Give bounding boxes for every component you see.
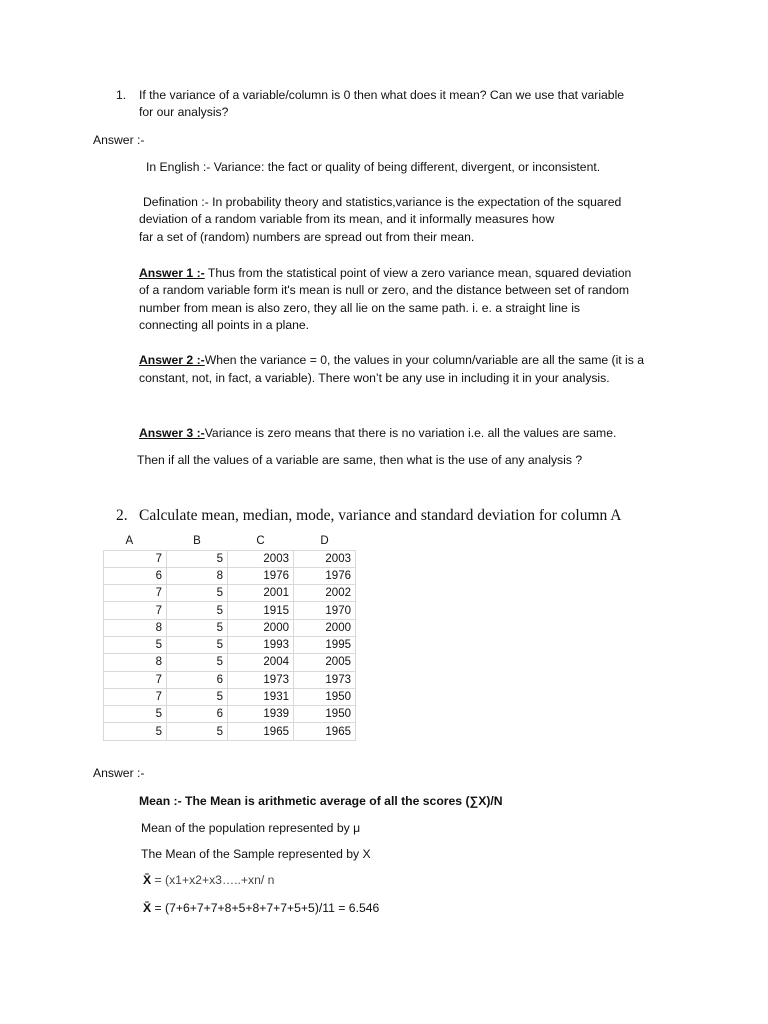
cell-c: 1976 bbox=[228, 567, 294, 584]
table-row bbox=[104, 671, 356, 688]
answer-label: Answer :- bbox=[93, 133, 145, 147]
cell-d: 1995 bbox=[294, 636, 356, 653]
cell-d: 2003 bbox=[294, 550, 356, 567]
cell-b: 5 bbox=[167, 602, 228, 619]
answer-3-line-1 bbox=[139, 425, 616, 443]
answer-label-2: Answer :- bbox=[93, 766, 145, 780]
cell-d: 1950 bbox=[294, 706, 356, 723]
table-row bbox=[104, 567, 356, 584]
english-definition bbox=[146, 159, 600, 177]
english-label: In English :- bbox=[146, 160, 211, 174]
answer-1-line-1 bbox=[139, 265, 631, 283]
table-row bbox=[104, 619, 356, 636]
answer-2-line-2: constant, not, in fact, a variable). There won’t be any use in including it in your analysis. bbox=[139, 371, 610, 385]
column-header-b: B bbox=[193, 535, 201, 548]
definition-text-1: In probability theory and statistics,variance is the expectation of the squared bbox=[208, 195, 622, 209]
cell-b: 6 bbox=[167, 671, 228, 688]
cell-c: 2000 bbox=[228, 619, 294, 636]
x-bar-symbol: X̄ bbox=[143, 901, 152, 915]
question-1-line-1: If the variance of a variable/column is 0 then what does it mean? Can we use that variable bbox=[139, 88, 625, 102]
answer-1-label: Answer 1 :- bbox=[139, 266, 205, 280]
table-row bbox=[104, 654, 356, 671]
question-2-text: Calculate mean, median, mode, variance and standard deviation for column A bbox=[139, 507, 622, 524]
cell-c: 1939 bbox=[228, 706, 294, 723]
cell-b: 6 bbox=[167, 706, 228, 723]
formula-computed-text: = (7+6+7+7+8+5+8+7+7+5+5)/11 = 6.546 bbox=[151, 901, 380, 915]
cell-c: 2001 bbox=[228, 585, 294, 602]
definition-line-1 bbox=[143, 194, 621, 212]
table-row bbox=[104, 706, 356, 723]
cell-c: 1915 bbox=[228, 602, 294, 619]
definition-line-3: far a set of (random) numbers are spread out from their mean. bbox=[139, 230, 475, 244]
cell-b: 5 bbox=[167, 654, 228, 671]
definition-line-2: deviation of a random variable from its mean, and it informally measures how bbox=[139, 212, 555, 226]
x-bar-symbol: X̄ bbox=[143, 873, 152, 887]
cell-c: 2004 bbox=[228, 654, 294, 671]
answer-2-text-1: When the variance = 0, the values in your column/variable are all the same (it is a bbox=[204, 353, 645, 367]
answer-3-label: Answer 3 :- bbox=[139, 426, 205, 440]
answer-2-line-1 bbox=[139, 352, 644, 370]
answer-3-line-2: Then if all the values of a variable are same, then what is the use of any analysis ? bbox=[137, 453, 583, 467]
answer-1-line-3: number from mean is also zero, they all lie on the same path. i. e. a straight line is bbox=[139, 301, 580, 315]
cell-a: 6 bbox=[104, 567, 167, 584]
mean-formula-computed bbox=[143, 900, 379, 918]
formula-general-text: = (x1+x2+x3…..+xn/ n bbox=[151, 873, 275, 887]
table-row bbox=[104, 636, 356, 653]
cell-a: 7 bbox=[104, 688, 167, 705]
answer-2-label: Answer 2 :- bbox=[139, 353, 205, 367]
cell-b: 5 bbox=[167, 636, 228, 653]
table-row bbox=[104, 602, 356, 619]
cell-b: 5 bbox=[167, 688, 228, 705]
question-1-line-2: for our analysis? bbox=[139, 105, 229, 119]
cell-a: 5 bbox=[104, 723, 167, 740]
answer-1-line-2: of a random variable form it's mean is null or zero, and the distance between set of random bbox=[139, 283, 630, 297]
answer-1-text-1: Thus from the statistical point of view a zero variance mean, squared deviation bbox=[204, 266, 632, 280]
cell-a: 5 bbox=[104, 636, 167, 653]
mean-sample: The Mean of the Sample represented by X bbox=[141, 847, 371, 861]
answer-3-text-1: Variance is zero means that there is no variation i.e. all the values are same. bbox=[204, 426, 617, 440]
mean-formula-general bbox=[143, 872, 274, 890]
data-table bbox=[103, 533, 356, 741]
cell-a: 8 bbox=[104, 654, 167, 671]
cell-a: 7 bbox=[104, 585, 167, 602]
cell-a: 8 bbox=[104, 619, 167, 636]
cell-b: 5 bbox=[167, 550, 228, 567]
cell-c: 1931 bbox=[228, 688, 294, 705]
cell-d: 1950 bbox=[294, 688, 356, 705]
question-1-number: 1. bbox=[116, 88, 127, 102]
column-header-c: C bbox=[256, 535, 265, 548]
table-row bbox=[104, 585, 356, 602]
definition-label: Defination :- bbox=[143, 195, 209, 209]
cell-a: 7 bbox=[104, 671, 167, 688]
cell-c: 1973 bbox=[228, 671, 294, 688]
cell-a: 5 bbox=[104, 706, 167, 723]
mean-definition: Mean :- The Mean is arithmetic average of all the scores (∑X)/N bbox=[139, 794, 503, 808]
cell-a: 7 bbox=[104, 550, 167, 567]
cell-d: 2002 bbox=[294, 585, 356, 602]
cell-b: 5 bbox=[167, 585, 228, 602]
cell-d: 1973 bbox=[294, 671, 356, 688]
cell-a: 7 bbox=[104, 602, 167, 619]
column-header-a: A bbox=[125, 535, 134, 548]
answer-1-line-4: connecting all points in a plane. bbox=[139, 318, 310, 332]
english-text: Variance: the fact or quality of being different, divergent, or inconsistent. bbox=[210, 160, 601, 174]
table-row bbox=[104, 550, 356, 567]
cell-c: 1965 bbox=[228, 723, 294, 740]
cell-d: 1976 bbox=[294, 567, 356, 584]
cell-c: 2003 bbox=[228, 550, 294, 567]
cell-d: 2005 bbox=[294, 654, 356, 671]
table-header-row bbox=[104, 533, 356, 550]
table-row bbox=[104, 723, 356, 740]
cell-b: 5 bbox=[167, 723, 228, 740]
question-2-number: 2. bbox=[116, 507, 128, 524]
table-row bbox=[104, 688, 356, 705]
cell-b: 8 bbox=[167, 567, 228, 584]
cell-c: 1993 bbox=[228, 636, 294, 653]
cell-d: 1970 bbox=[294, 602, 356, 619]
mean-population: Mean of the population represented by μ bbox=[141, 821, 361, 835]
cell-b: 5 bbox=[167, 619, 228, 636]
cell-d: 1965 bbox=[294, 723, 356, 740]
column-header-d: D bbox=[320, 535, 329, 548]
cell-d: 2000 bbox=[294, 619, 356, 636]
